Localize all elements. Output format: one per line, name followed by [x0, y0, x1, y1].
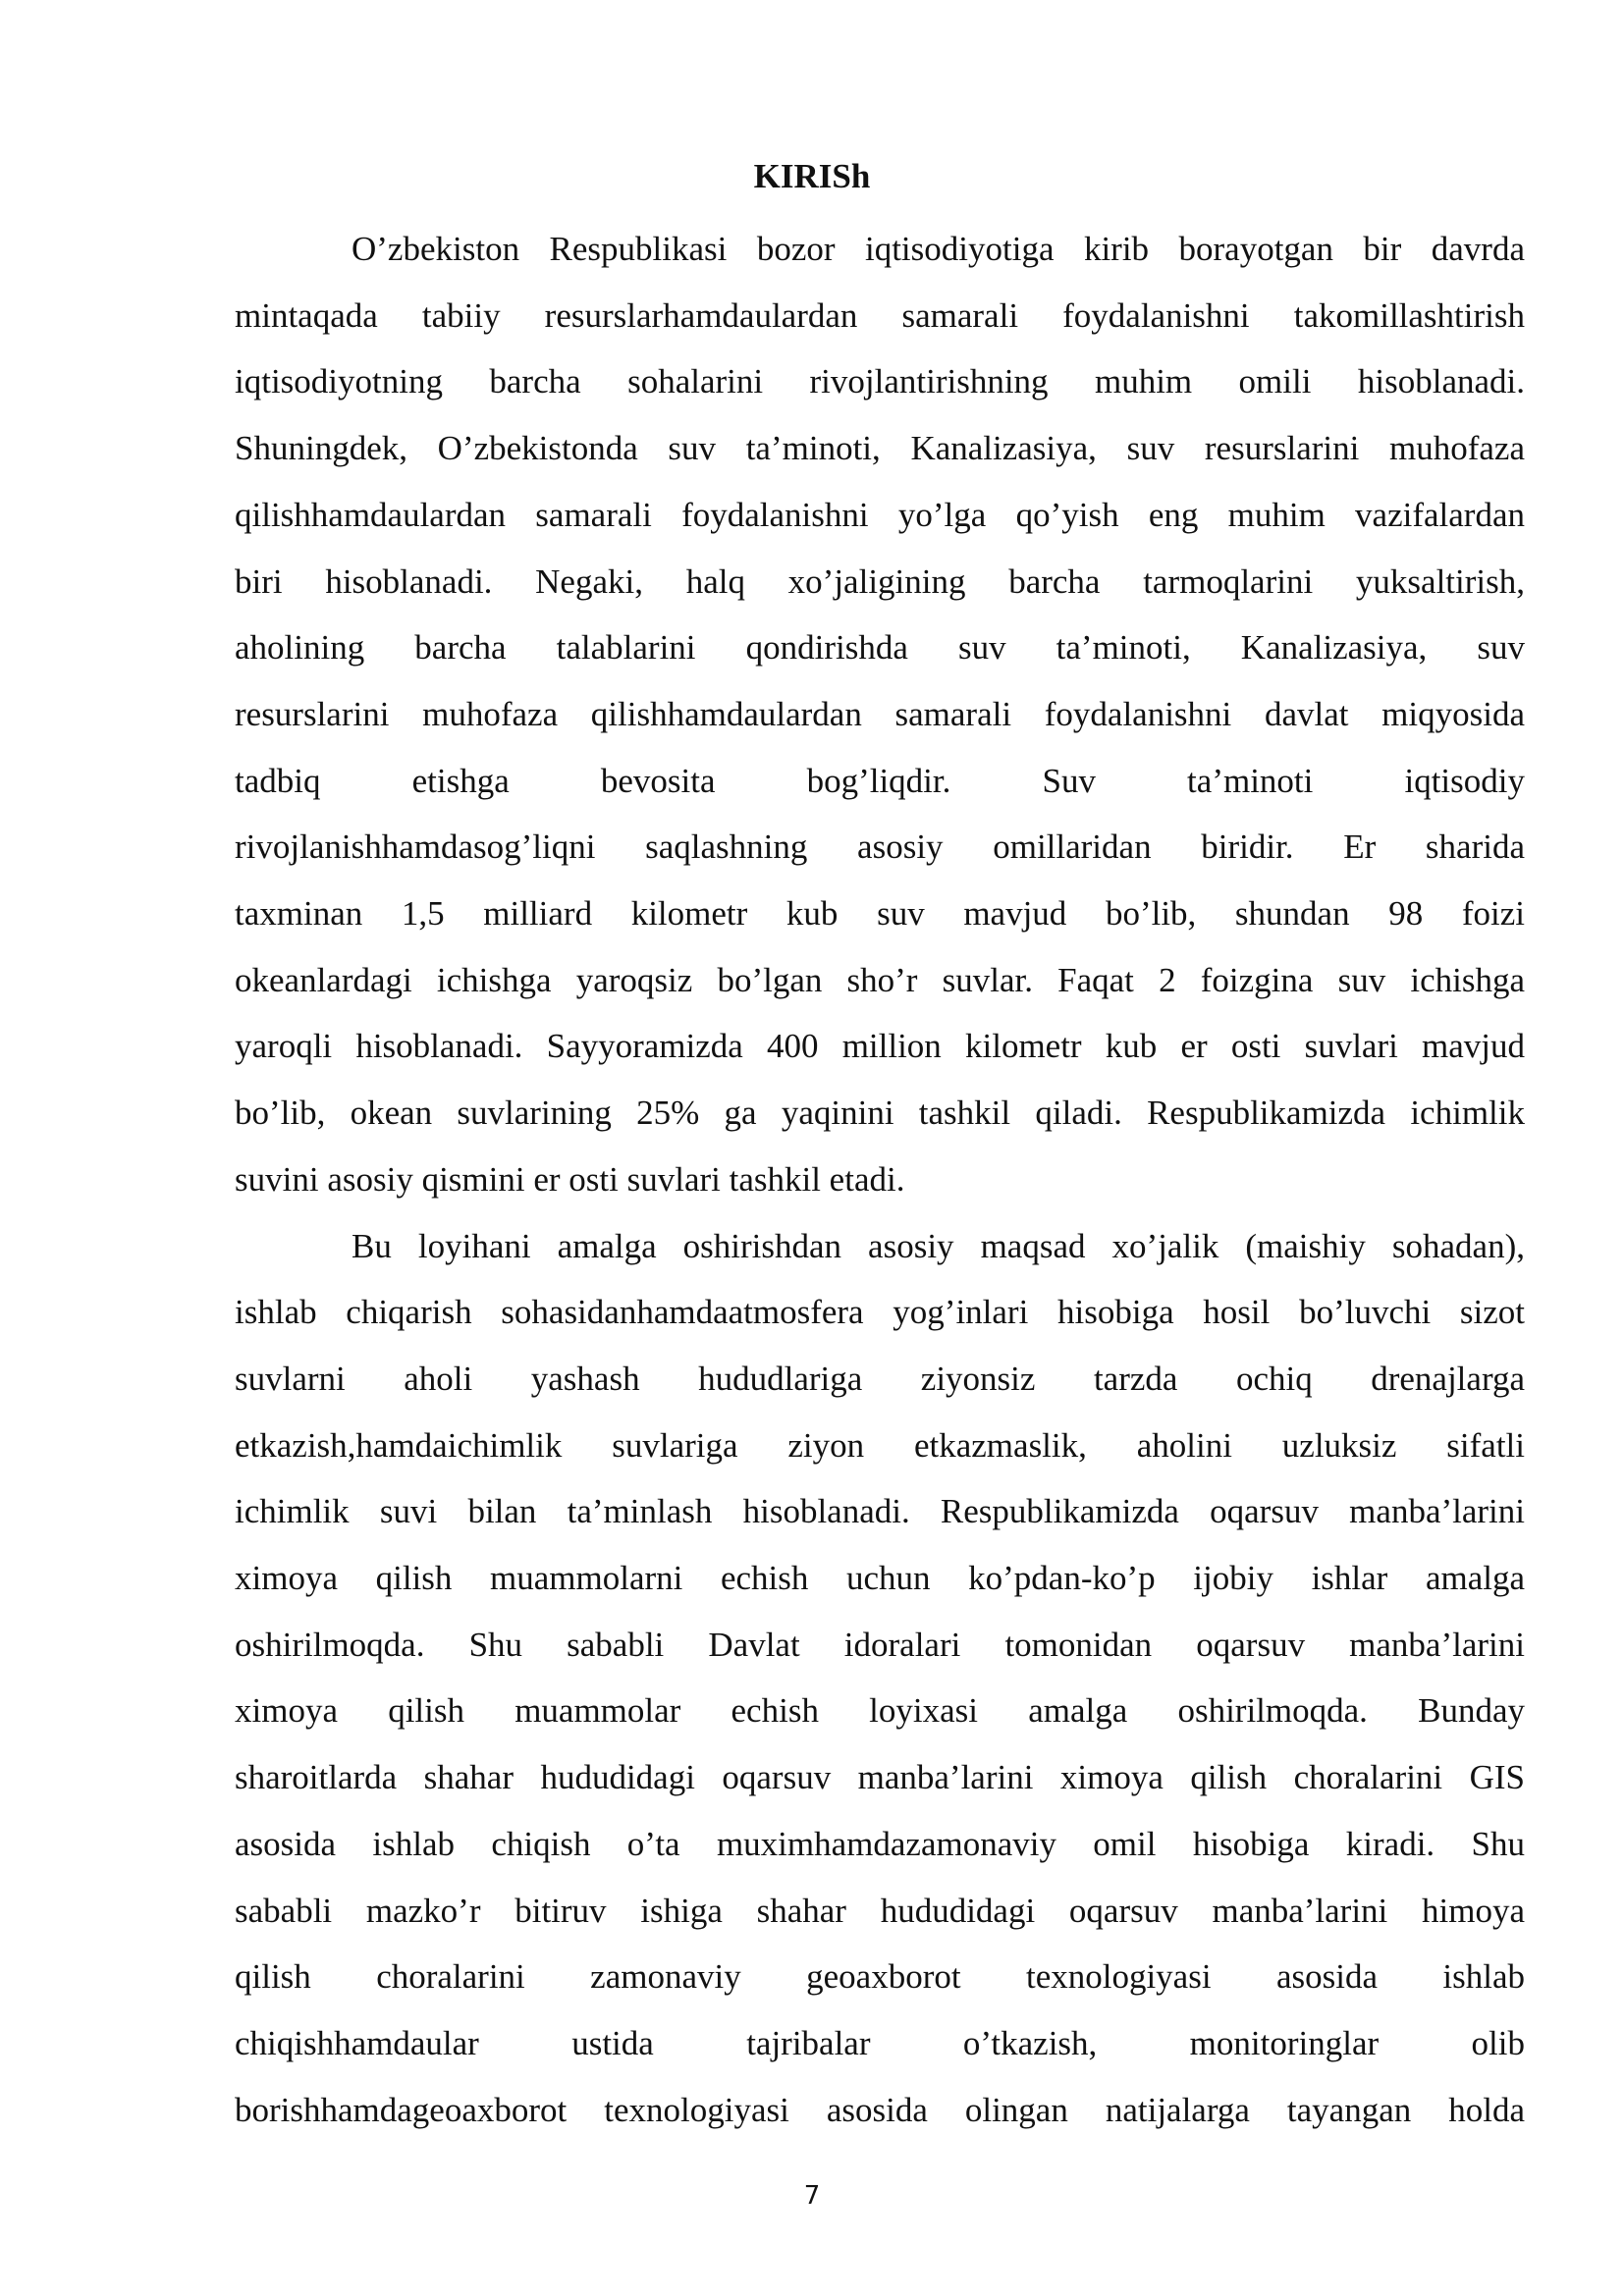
- paragraph-line: etkazish,hamdaichimlik suvlariga ziyon etkazmaslik, aholini uzluksiz sifatli: [235, 1425, 1525, 1465]
- paragraph-line: ximoya qilish muammolar echish loyixasi amalga oshirilmoqda. Bunday: [235, 1691, 1525, 1731]
- paragraph-line: ishlab chiqarish sohasidanhamdaatmosfera yog’inlari hisobiga hosil bo’luvchi sizot: [235, 1293, 1525, 1332]
- section-heading: KIRISh: [753, 157, 871, 195]
- paragraph-line: chiqishhamdaular ustida tajribalar o’tkazish, monitoringlar olib: [235, 2023, 1525, 2062]
- paragraph-line: suvini asosiy qismini er osti suvlari tashkil etadi.: [235, 1159, 905, 1199]
- paragraph-line: iqtisodiyotning barcha sohalarini rivojlantirishning muhim omili hisoblanadi.: [235, 362, 1525, 401]
- paragraph-line: yaroqli hisoblanadi. Sayyoramizda 400 million kilometr kub er osti suvlari mavjud: [235, 1027, 1525, 1066]
- paragraph-line: mintaqada tabiiy resurslarhamdaulardan samarali foydalanishni takomillashtirish: [235, 295, 1525, 335]
- paragraph-line: oshirilmoqda. Shu sababli Davlat idoralari tomonidan oqarsuv manba’larini: [235, 1625, 1525, 1664]
- paragraph-line: O’zbekiston Respublikasi bozor iqtisodiyotiga kirib borayotgan bir davrda: [352, 230, 1525, 268]
- paragraph-line: suvlarni aholi yashash hududlariga ziyonsiz tarzda ochiq drenajlarga: [235, 1359, 1525, 1398]
- paragraph-line: biri hisoblanadi. Negaki, halq xo’jaligining barcha tarmoqlarini yuksaltirish,: [235, 561, 1525, 601]
- paragraph-line: aholining barcha talablarini qondirishda suv ta’minoti, Kanalizasiya, suv: [235, 628, 1525, 667]
- paragraph-line: qilish choralarini zamonaviy geoaxborot texnologiyasi asosida ishlab: [235, 1957, 1525, 1997]
- paragraph-line: ximoya qilish muammolarni echish uchun ko’pdan-ko’p ijobiy ishlar amalga: [235, 1559, 1525, 1598]
- paragraph-line: sababli mazko’r bitiruv ishiga shahar hududidagi oqarsuv manba’larini himoya: [235, 1891, 1525, 1930]
- paragraph-line: sharoitlarda shahar hududidagi oqarsuv manba’larini ximoya qilish choralarini GIS: [235, 1758, 1525, 1797]
- page-number: 7: [803, 2181, 821, 2211]
- paragraph-line: asosida ishlab chiqish o’ta muximhamdazamonaviy omil hisobiga kiradi. Shu: [235, 1824, 1525, 1863]
- paragraph-line: okeanlardagi ichishga yaroqsiz bo’lgan sho’r suvlar. Faqat 2 foizgina suv ichishga: [235, 960, 1525, 999]
- paragraph-line: rivojlanishhamdasog’liqni saqlashning asosiy omillaridan biridir. Er sharida: [235, 828, 1525, 867]
- paragraph-line: tadbiq etishga bevosita bog’liqdir. Suv ta’minoti iqtisodiy: [235, 761, 1525, 800]
- paragraph-line: borishhamdageoaxborot texnologiyasi asosida olingan natijalarga tayangan holda: [235, 2090, 1525, 2129]
- body-paragraph: [235, 216, 1525, 1213]
- paragraph-line: bo’lib, okean suvlarining 25% ga yaqinini tashkil qiladi. Respublikamizda ichimlik: [235, 1094, 1525, 1133]
- paragraph-line: ichimlik suvi bilan ta’minlash hisoblanadi. Respublikamizda oqarsuv manba’larini: [235, 1492, 1525, 1531]
- paragraph-line: Shuningdek, O’zbekistonda suv ta’minoti, Kanalizasiya, suv resurslarini muhofaza: [235, 429, 1525, 468]
- document-body: [235, 216, 1525, 2143]
- paragraph-line: resurslarini muhofaza qilishhamdaulardan samarali foydalanishni davlat miqyosida: [235, 694, 1525, 733]
- paragraph-line: Bu loyihani amalga oshirishdan asosiy maqsad xo’jalik (maishiy sohadan),: [352, 1226, 1525, 1265]
- paragraph-line: taxminan 1,5 milliard kilometr kub suv mavjud bo’lib, shundan 98 foizi: [235, 894, 1525, 934]
- paragraph-line: qilishhamdaulardan samarali foydalanishni yo’lga qo’yish eng muhim vazifalardan: [235, 495, 1525, 534]
- body-paragraph: [235, 1213, 1525, 2144]
